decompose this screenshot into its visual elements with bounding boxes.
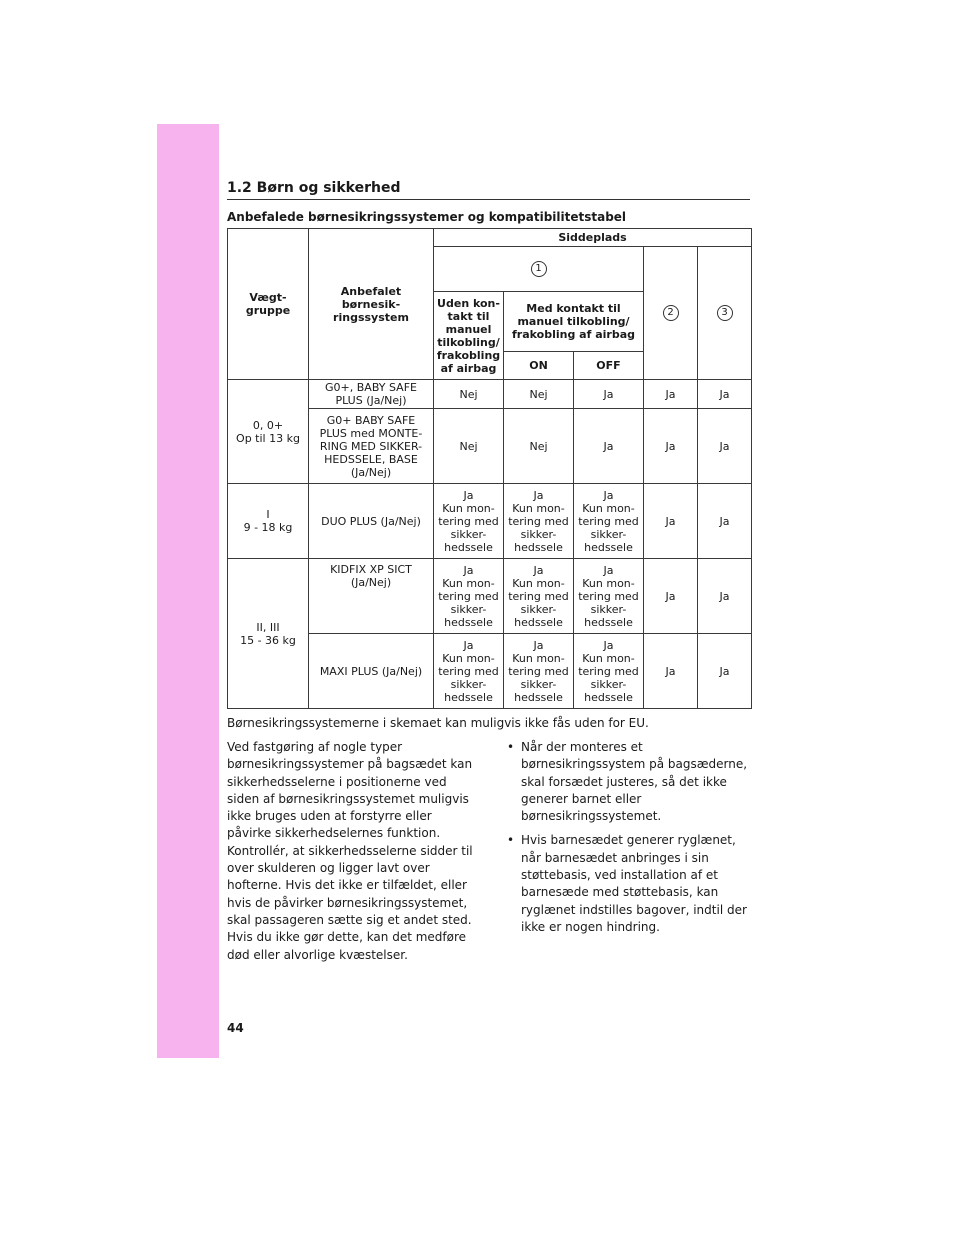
- header-recommended-system: Anbefalet børnesik- ringssystem: [309, 229, 434, 380]
- compat-cell: Ja Kun mon- tering med sikker- hedssele: [574, 634, 644, 709]
- compat-cell: Ja: [698, 409, 752, 484]
- header-position-2: [644, 247, 698, 380]
- header-airbag-on: ON: [504, 352, 574, 380]
- system-cell: G0+, BABY SAFE PLUS (Ja/Nej): [309, 380, 434, 409]
- installation-paragraph: Ved fastgøring af nogle typer børnesikringssystemer på bagsædet kan sikkerhedsselerne i positionerne ved siden af børnesikringssystemet muligvis ikke bruges uden at forstyrre eller påvirke sikkerhedselernes funktion. Kontrollér, at sikkerhedsselerne sidder til over skulderen og ligger lavt over hofterne. Hvis det ikke er tilfældet, eller hvis de påvirker børnesikringssystemet, skal passageren sætte sig et andet sted. Hvis du ikke gør dette, kan det medføre død eller alvorlige kvæstelser.: [227, 740, 473, 962]
- compat-cell: Ja: [698, 484, 752, 559]
- header-position-1: [434, 247, 644, 292]
- compat-cell: Ja: [644, 634, 698, 709]
- compat-cell: Nej: [434, 380, 504, 409]
- list-item: • Når der monteres et børnesikringssystem på bagsæderne, skal forsædet justeres, så det ikke generer barnet eller børnesikringssystemet.: [505, 739, 753, 825]
- compat-cell: Ja Kun mon- tering med sikker- hedssele: [574, 484, 644, 559]
- position-1-marker: 1: [531, 261, 547, 277]
- compat-cell: Nej: [504, 409, 574, 484]
- position-2-marker: 2: [663, 305, 679, 321]
- header-weight-group: Vægt- gruppe: [228, 229, 309, 380]
- header-airbag-off: OFF: [574, 352, 644, 380]
- bullet-list: [505, 739, 753, 943]
- table-row: [228, 484, 752, 559]
- compat-cell: Ja: [644, 559, 698, 634]
- system-cell: G0+ BABY SAFE PLUS med MONTE- RING MED SIKKER- HEDSSELE, BASE (Ja/Nej): [309, 409, 434, 484]
- compat-cell: Ja: [698, 634, 752, 709]
- table-heading: Anbefalede børnesikringssystemer og kompatibilitetstabel: [227, 210, 627, 224]
- compat-cell: Ja: [644, 409, 698, 484]
- list-item: • Hvis barnesædet generer ryglænet, når barnesædet anbringes i sin støttebasis, ved installation af et barnesæde med støttebasis, kan ryglænet indstilles bagover, indtil der ikke er nogen hindring.: [505, 832, 753, 936]
- position-3-marker: 3: [717, 305, 733, 321]
- compatibility-table: [227, 228, 752, 709]
- compat-cell: Ja: [644, 380, 698, 409]
- compat-cell: Ja: [574, 380, 644, 409]
- compat-cell: Ja: [644, 484, 698, 559]
- compat-cell: Ja Kun mon- tering med sikker- hedssele: [434, 634, 504, 709]
- compat-cell: Ja Kun mon- tering med sikker- hedssele: [504, 634, 574, 709]
- header-position-3: [698, 247, 752, 380]
- section-rule: [227, 199, 750, 200]
- system-cell: DUO PLUS (Ja/Nej): [309, 484, 434, 559]
- compat-cell: Ja: [574, 409, 644, 484]
- section-title: 1.2 Børn og sikkerhed: [227, 180, 401, 196]
- compat-cell: Ja: [698, 380, 752, 409]
- compat-cell: Ja: [698, 559, 752, 634]
- weight-group-cell: I 9 - 18 kg: [228, 484, 309, 559]
- compat-cell: Ja Kun mon- tering med sikker- hedssele: [504, 559, 574, 634]
- header-with-airbag-switch: Med kontakt til manuel tilkobling/ frakobling af airbag: [504, 292, 644, 352]
- compat-cell: Ja Kun mon- tering med sikker- hedssele: [434, 559, 504, 634]
- chapter-side-tab: [157, 124, 219, 1058]
- compat-cell: Ja Kun mon- tering med sikker- hedssele: [504, 484, 574, 559]
- compat-cell: Nej: [434, 409, 504, 484]
- weight-group-cell: 0, 0+ Op til 13 kg: [228, 380, 309, 484]
- table-row: [228, 559, 752, 634]
- system-cell: MAXI PLUS (Ja/Nej): [309, 634, 434, 709]
- weight-group-cell: II, III 15 - 36 kg: [228, 559, 309, 709]
- system-cell: KIDFIX XP SICT (Ja/Nej): [309, 559, 434, 634]
- header-seat-position: Siddeplads: [434, 229, 752, 247]
- header-without-airbag-switch: Uden kon- takt til manuel tilkobling/ frakobling af airbag: [434, 292, 504, 380]
- availability-note: Børnesikringssystemerne i skemaet kan muligvis ikke fås uden for EU.: [227, 716, 649, 730]
- compat-cell: Ja Kun mon- tering med sikker- hedssele: [434, 484, 504, 559]
- compat-cell: Nej: [504, 380, 574, 409]
- compat-cell: Ja Kun mon- tering med sikker- hedssele: [574, 559, 644, 634]
- page-number: 44: [227, 1021, 244, 1035]
- table-row: [228, 380, 752, 409]
